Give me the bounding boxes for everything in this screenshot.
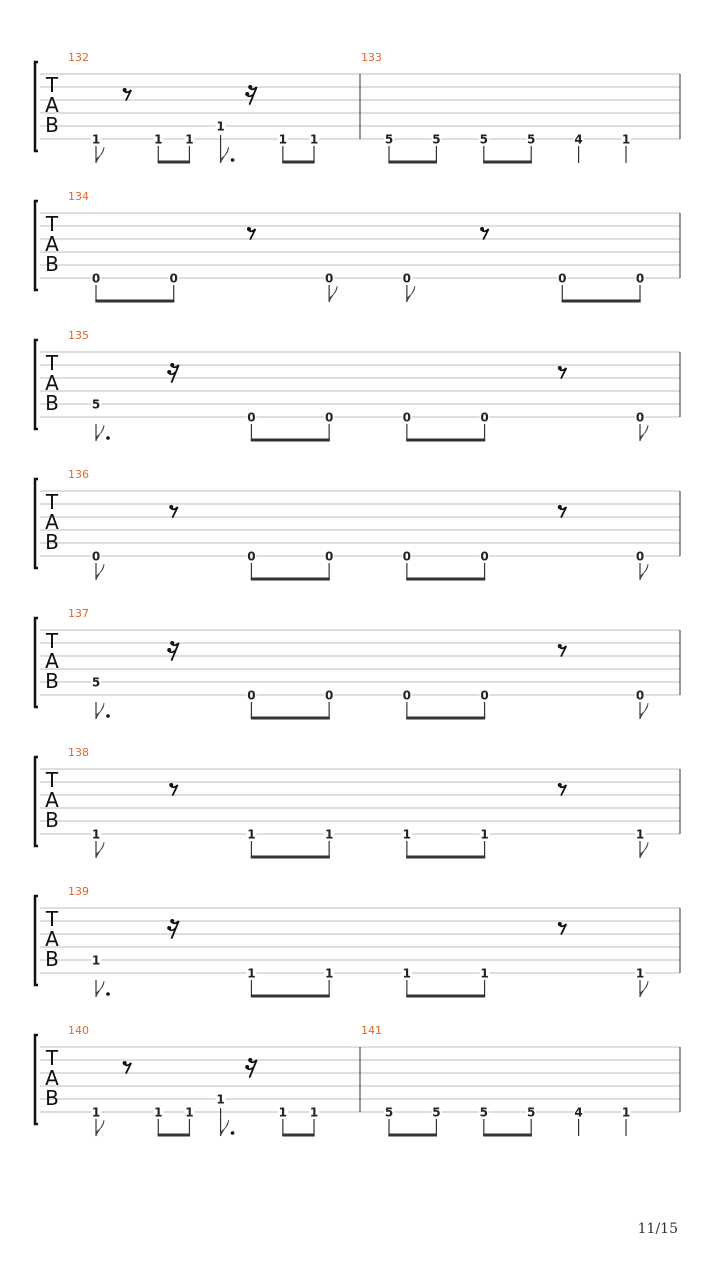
- note-beam: [388, 1134, 437, 1137]
- augmentation-dot: [231, 1131, 235, 1135]
- note-beam: [388, 161, 437, 164]
- tab-system: [35, 607, 680, 720]
- rest-dot: [169, 783, 173, 787]
- note-beam: [562, 300, 641, 303]
- page-number: 11/15: [637, 1221, 678, 1237]
- fret-number: 1: [185, 132, 194, 147]
- note-flag: [96, 564, 104, 580]
- note-beam: [158, 161, 190, 164]
- clef-letter: T: [45, 629, 59, 653]
- fret-number: 0: [480, 688, 489, 703]
- measure-number: 139: [68, 885, 89, 898]
- clef-letter: B: [45, 808, 59, 832]
- rest-dot: [558, 505, 562, 509]
- fret-number: 0: [635, 549, 645, 564]
- fret-number: 1: [635, 966, 645, 981]
- rest-dot: [558, 783, 562, 787]
- fret-number: 0: [324, 549, 334, 564]
- fret-number: 1: [185, 1105, 194, 1120]
- fret-number: 1: [621, 1105, 631, 1120]
- fret-number: 1: [91, 1105, 101, 1120]
- fret-number: 1: [324, 827, 334, 842]
- clef-letter: B: [45, 1086, 59, 1110]
- fret-number: 0: [635, 410, 645, 425]
- fret-number: 0: [635, 688, 645, 703]
- measure-number: 135: [68, 329, 89, 342]
- fret-number: 0: [91, 271, 101, 286]
- note-beam: [158, 1134, 190, 1137]
- system-bracket: [35, 479, 38, 568]
- tab-system: [35, 746, 680, 859]
- clef-letter: B: [45, 530, 59, 554]
- clef-letter: A: [45, 649, 59, 673]
- fret-number: 1: [324, 966, 334, 981]
- fret-number: 1: [402, 966, 412, 981]
- rest-dot: [123, 88, 127, 92]
- note-flag: [640, 981, 648, 997]
- fret-number: 0: [402, 271, 412, 286]
- clef-letter: T: [45, 73, 59, 97]
- fret-number: 5: [527, 132, 536, 147]
- clef-letter: A: [45, 927, 59, 951]
- fret-number: 5: [91, 675, 101, 690]
- rest-dot: [248, 85, 252, 89]
- note-beam: [282, 1134, 314, 1137]
- clef-letter: A: [45, 1066, 59, 1090]
- measure-number: 137: [68, 607, 89, 620]
- fret-number: 0: [402, 688, 412, 703]
- fret-number: 0: [247, 688, 256, 703]
- fret-number: 0: [480, 410, 489, 425]
- fret-number: 0: [558, 271, 567, 286]
- rest-dot: [248, 1058, 252, 1062]
- note-beam: [406, 995, 485, 998]
- clef-letter: A: [45, 93, 59, 117]
- fret-number: 1: [247, 966, 256, 981]
- fret-number: 4: [574, 1105, 583, 1120]
- clef-letter: B: [45, 669, 59, 693]
- rest-dot: [167, 648, 171, 652]
- fret-number: 1: [278, 132, 288, 147]
- tab-system: [35, 1024, 680, 1137]
- rest-dot: [480, 227, 484, 231]
- clef-letter: T: [45, 1046, 59, 1070]
- fret-number: 0: [91, 549, 101, 564]
- rest-dot: [169, 505, 173, 509]
- rest-dot: [247, 227, 251, 231]
- measure-number: 133: [361, 51, 382, 64]
- system-bracket: [35, 896, 38, 985]
- clef-letter: B: [45, 113, 59, 137]
- note-flag: [221, 147, 229, 163]
- fret-number: 5: [432, 132, 441, 147]
- clef-letter: B: [45, 252, 59, 276]
- note-flag: [96, 147, 104, 163]
- augmentation-dot: [106, 992, 110, 996]
- measure-number: 141: [361, 1024, 382, 1037]
- note-beam: [483, 1134, 532, 1137]
- fret-number: 0: [402, 410, 412, 425]
- note-flag: [329, 286, 337, 302]
- note-flag: [640, 703, 648, 719]
- note-beam: [251, 856, 330, 859]
- note-beam: [406, 578, 485, 581]
- rest-dot: [558, 922, 562, 926]
- fret-number: 0: [324, 271, 334, 286]
- fret-number: 0: [324, 410, 334, 425]
- note-flag: [221, 1120, 229, 1136]
- measure-number: 134: [68, 190, 89, 203]
- fret-number: 1: [91, 827, 101, 842]
- note-beam: [251, 717, 330, 720]
- augmentation-dot: [106, 436, 110, 440]
- augmentation-dot: [106, 714, 110, 718]
- fret-number: 1: [402, 827, 412, 842]
- measure-number: 140: [68, 1024, 89, 1037]
- measure-number: 132: [68, 51, 89, 64]
- clef-letter: T: [45, 212, 59, 236]
- rest-dot: [170, 641, 174, 645]
- note-beam: [406, 856, 485, 859]
- clef-letter: T: [45, 768, 59, 792]
- note-flag: [96, 981, 104, 997]
- note-beam: [406, 439, 485, 442]
- rest-dot: [170, 363, 174, 367]
- fret-number: 0: [169, 271, 178, 286]
- fret-number: 1: [480, 827, 489, 842]
- fret-number: 1: [91, 953, 101, 968]
- rest-dot: [123, 1061, 127, 1065]
- fret-number: 5: [384, 132, 394, 147]
- measure-number: 136: [68, 468, 89, 481]
- note-beam: [406, 717, 485, 720]
- note-flag: [96, 703, 104, 719]
- system-bracket: [35, 340, 38, 429]
- rest-dot: [558, 366, 562, 370]
- fret-number: 1: [154, 1105, 163, 1120]
- rest-dot: [167, 926, 171, 930]
- note-flag: [407, 286, 415, 302]
- fret-number: 0: [247, 410, 256, 425]
- fret-number: 1: [309, 132, 319, 147]
- tab-system: [35, 329, 680, 442]
- fret-number: 1: [635, 827, 645, 842]
- note-beam: [95, 300, 174, 303]
- clef-letter: T: [45, 907, 59, 931]
- system-bracket: [35, 757, 38, 846]
- tab-system: [35, 190, 680, 303]
- system-bracket: [35, 201, 38, 290]
- note-beam: [282, 161, 314, 164]
- fret-number: 5: [432, 1105, 441, 1120]
- fret-number: 0: [480, 549, 489, 564]
- fret-number: 1: [621, 132, 631, 147]
- tab-system: [35, 885, 680, 998]
- system-bracket: [35, 618, 38, 707]
- clef-letter: A: [45, 232, 59, 256]
- clef-letter: A: [45, 371, 59, 395]
- tab-system: [35, 51, 680, 164]
- fret-number: 1: [154, 132, 163, 147]
- augmentation-dot: [231, 158, 235, 162]
- fret-number: 5: [479, 1105, 488, 1120]
- clef-letter: A: [45, 510, 59, 534]
- note-beam: [483, 161, 532, 164]
- fret-number: 1: [216, 1092, 225, 1107]
- note-beam: [251, 578, 330, 581]
- clef-letter: T: [45, 351, 59, 375]
- rest-dot: [167, 370, 171, 374]
- fret-number: 1: [309, 1105, 319, 1120]
- note-flag: [96, 425, 104, 441]
- note-flag: [640, 425, 648, 441]
- fret-number: 0: [402, 549, 412, 564]
- tab-system: [35, 468, 680, 581]
- rest-dot: [245, 92, 249, 96]
- note-flag: [96, 1120, 104, 1136]
- note-flag: [96, 842, 104, 858]
- fret-number: 1: [480, 966, 489, 981]
- clef-letter: B: [45, 391, 59, 415]
- rest-dot: [170, 919, 174, 923]
- system-bracket: [35, 62, 38, 151]
- clef-letter: B: [45, 947, 59, 971]
- clef-letter: A: [45, 788, 59, 812]
- fret-number: 0: [247, 549, 256, 564]
- fret-number: 0: [324, 688, 334, 703]
- note-beam: [251, 439, 330, 442]
- fret-number: 5: [91, 397, 101, 412]
- fret-number: 0: [635, 271, 645, 286]
- fret-number: 5: [479, 132, 488, 147]
- note-flag: [640, 564, 648, 580]
- fret-number: 1: [278, 1105, 288, 1120]
- note-beam: [251, 995, 330, 998]
- fret-number: 5: [384, 1105, 394, 1120]
- fret-number: 1: [91, 132, 101, 147]
- system-bracket: [35, 1035, 38, 1124]
- fret-number: 4: [574, 132, 583, 147]
- rest-dot: [245, 1065, 249, 1069]
- fret-number: 1: [247, 827, 256, 842]
- clef-letter: T: [45, 490, 59, 514]
- note-flag: [640, 842, 648, 858]
- measure-number: 138: [68, 746, 89, 759]
- rest-dot: [558, 644, 562, 648]
- fret-number: 1: [216, 119, 225, 134]
- fret-number: 5: [527, 1105, 536, 1120]
